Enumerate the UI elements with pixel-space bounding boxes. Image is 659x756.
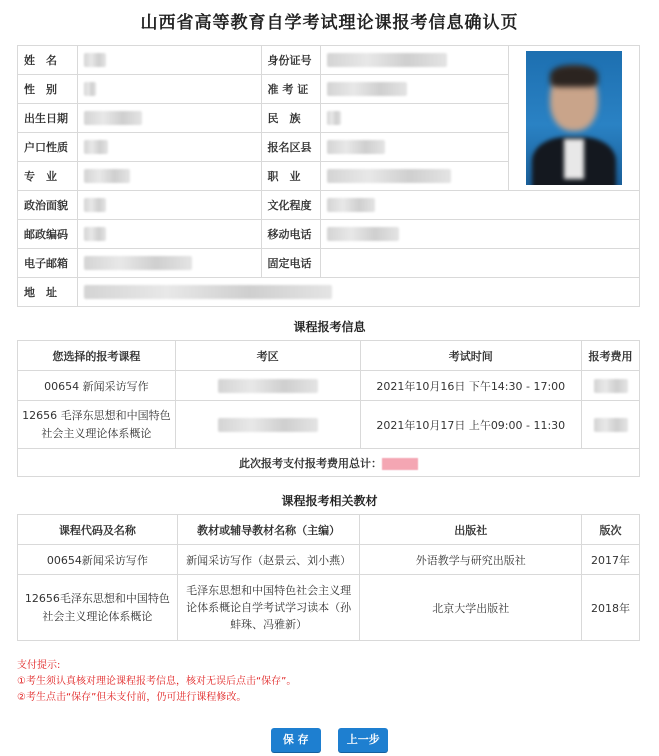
books-table (17, 514, 640, 641)
birth-value (77, 104, 261, 133)
book-title: 新闻采访写作（赵景云、刘小燕） (177, 545, 360, 575)
total-cell (18, 449, 640, 477)
postcode-label: 邮政编码 (18, 220, 78, 249)
total-label: 此次报考支付报考费用总计： (239, 456, 382, 470)
id-value (321, 46, 509, 75)
book-publisher: 外语教学与研究出版社 (360, 545, 582, 575)
district-label: 报名区县 (261, 133, 321, 162)
table-row (18, 371, 640, 401)
book-edition: 2018年 (582, 575, 640, 641)
ethnic-label: 民 族 (261, 104, 321, 133)
mobile-label: 移动电话 (261, 220, 321, 249)
name-label: 姓 名 (18, 46, 78, 75)
ethnic-value (321, 104, 509, 133)
gender-label: 性 别 (18, 75, 78, 104)
education-label: 文化程度 (261, 191, 321, 220)
education-value (321, 191, 640, 220)
email-value (77, 249, 261, 278)
notes-line-1: ①考生须认真核对理论课程报考信息，核对无误后点击“保存”。 (17, 676, 297, 687)
course-section-title: 课程报考信息 (293, 320, 366, 334)
books-header-book: 教材或辅导教材名称（主编） (177, 515, 360, 545)
course-fee (582, 371, 640, 401)
table-row (18, 545, 640, 575)
total-amount (382, 458, 418, 470)
mobile-value (321, 220, 640, 249)
gender-value (77, 75, 261, 104)
notes-line-2: ②考生点击“保存”但未支付前，仍可进行课程修改。 (17, 692, 247, 703)
book-edition: 2017年 (582, 545, 640, 575)
email-label: 电子邮箱 (18, 249, 78, 278)
major-value (77, 162, 261, 191)
personal-info-table (17, 45, 640, 307)
total-row (18, 449, 640, 477)
hukou-label: 户口性质 (18, 133, 78, 162)
ticket-label: 准 考 证 (261, 75, 321, 104)
course-header-time: 考试时间 (360, 341, 582, 371)
district-value (321, 133, 509, 162)
applicant-photo (526, 51, 622, 185)
course-header-area: 考区 (175, 341, 360, 371)
book-course: 12656毛泽东思想和中国特色社会主义理论体系概论 (18, 575, 178, 641)
political-value (77, 191, 261, 220)
course-header-course: 您选择的报考课程 (18, 341, 176, 371)
address-label: 地 址 (18, 278, 78, 307)
save-button[interactable]: 保 存 (271, 728, 321, 752)
course-time: 2021年10月16日 下午14:30 - 17:00 (360, 371, 582, 401)
job-value (321, 162, 509, 191)
hukou-value (77, 133, 261, 162)
id-label: 身份证号 (261, 46, 321, 75)
course-fee (582, 401, 640, 449)
page-title: 山西省高等教育自学考试理论课报考信息确认页 (140, 13, 519, 33)
job-label: 职 业 (261, 162, 321, 191)
phone-value (321, 249, 640, 278)
button-row (0, 728, 659, 752)
birth-label: 出生日期 (18, 104, 78, 133)
ticket-value (321, 75, 509, 104)
course-name: 12656 毛泽东思想和中国特色社会主义理论体系概论 (18, 401, 176, 449)
phone-label: 固定电话 (261, 249, 321, 278)
course-area (175, 401, 360, 449)
table-row (18, 575, 640, 641)
major-label: 专 业 (18, 162, 78, 191)
course-time: 2021年10月17日 上午09:00 - 11:30 (360, 401, 582, 449)
books-header-edition: 版次 (582, 515, 640, 545)
postcode-value (77, 220, 261, 249)
book-publisher: 北京大学出版社 (360, 575, 582, 641)
course-name: 00654 新闻采访写作 (18, 371, 176, 401)
political-label: 政治面貌 (18, 191, 78, 220)
table-row (18, 401, 640, 449)
books-header-course: 课程代码及名称 (18, 515, 178, 545)
address-value (77, 278, 639, 307)
books-section-title: 课程报考相关教材 (281, 494, 378, 508)
book-course: 00654新闻采访写作 (18, 545, 178, 575)
name-value (77, 46, 261, 75)
course-header-fee: 报考费用 (582, 341, 640, 371)
course-area (175, 371, 360, 401)
notes-heading: 支付提示: (17, 660, 61, 671)
photo-cell (509, 46, 640, 191)
book-title: 毛泽东思想和中国特色社会主义理论体系概论自学考试学习读本（孙蚌珠、冯雅新） (177, 575, 360, 641)
course-table (17, 340, 640, 477)
back-button[interactable]: 上一步 (338, 728, 388, 752)
payment-notes (17, 658, 296, 706)
books-header-publisher: 出版社 (360, 515, 582, 545)
